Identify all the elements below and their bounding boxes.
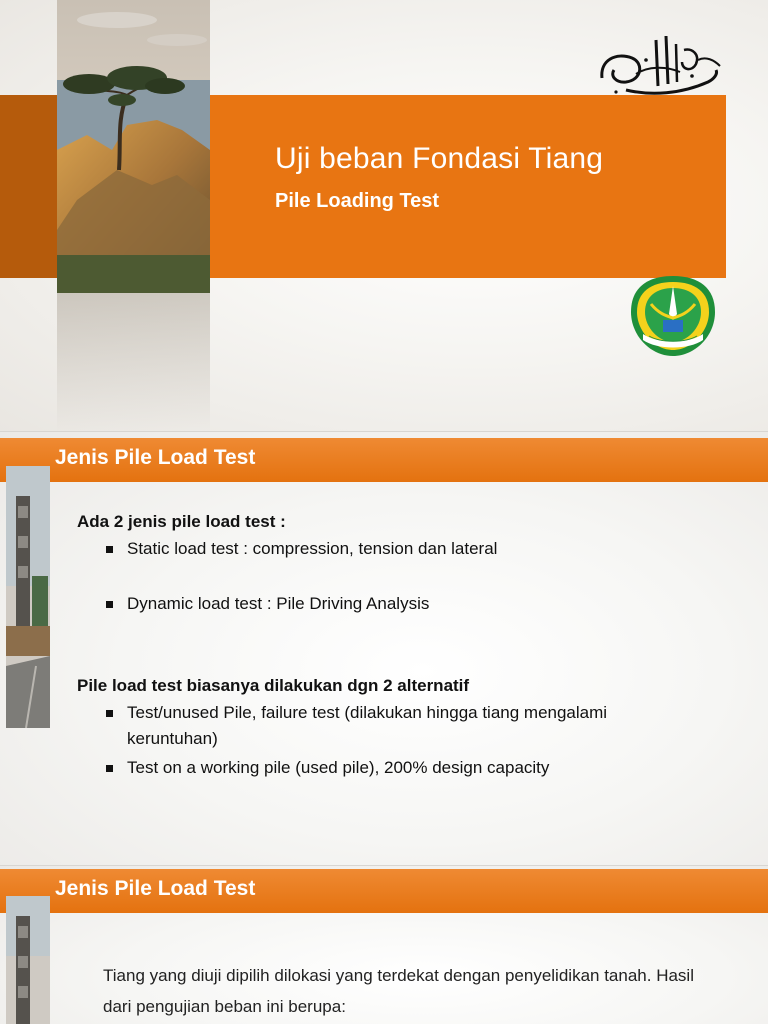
slide-subtitle: Pile Loading Test — [275, 190, 440, 212]
slide-header: Jenis Pile Load Test — [55, 446, 256, 469]
list-item: Test/unused Pile, failure test (dilakukan hingga tiang mengalami keruntuhan) — [106, 700, 666, 752]
building-photo — [6, 466, 50, 728]
title-band-left-edge — [0, 95, 58, 278]
university-emblem-icon — [629, 274, 717, 358]
list-item: Test on a working pile (used pile), 200% design capacity — [106, 755, 666, 781]
section-heading-alternatives: Pile load test biasanya dilakukan dgn 2 alternatif — [77, 676, 470, 695]
title-slide — [0, 0, 768, 432]
list-item: Static load test : compression, tension dan lateral — [106, 536, 506, 562]
coastal-tree-photo — [57, 0, 210, 293]
photo-reflection — [57, 293, 210, 432]
content-slide-1 — [0, 432, 768, 866]
slide-header: Jenis Pile Load Test — [55, 877, 256, 900]
slide-title: Uji beban Fondasi Tiang — [275, 142, 604, 175]
content-slide-2 — [0, 866, 768, 1024]
list-item: Dynamic load test : Pile Driving Analysis — [106, 591, 666, 617]
bullet-square-icon — [106, 601, 113, 608]
bullet-square-icon — [106, 765, 113, 772]
basmalah-calligraphy-icon — [596, 30, 724, 102]
section-heading-types: Ada 2 jenis pile load test : — [77, 512, 286, 531]
building-photo — [6, 896, 50, 1024]
body-paragraph: Tiang yang diuji dipilih dilokasi yang terdekat dengan penyelidikan tanah. Hasil dari pengujian beban ini berupa: — [103, 966, 694, 1016]
bullet-square-icon — [106, 710, 113, 717]
bullet-square-icon — [106, 546, 113, 553]
